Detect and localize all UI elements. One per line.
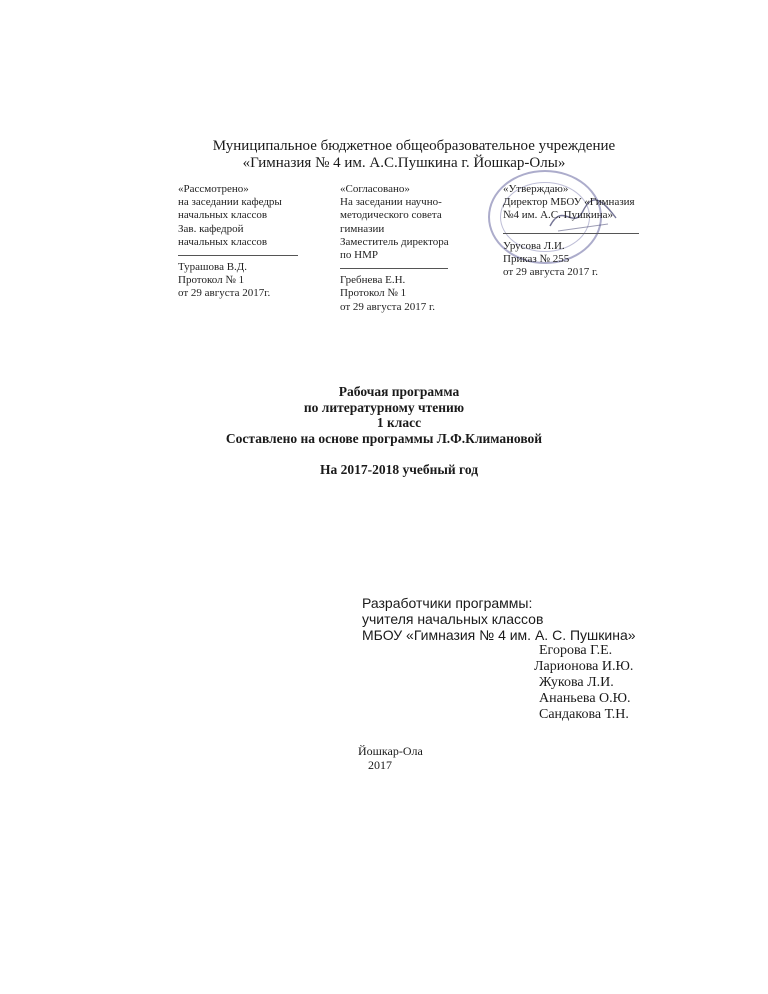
approval-line: «Согласовано»: [340, 183, 410, 195]
protocol-number: Протокол № 1: [178, 274, 245, 287]
developer-name: Егорова Г.Е.: [539, 643, 613, 658]
signatory-name: Урусова Л.И.: [503, 239, 565, 252]
approval-line: «Утверждаю»: [503, 183, 569, 195]
approval-line: начальных классов: [178, 235, 268, 248]
approval-line: Директор МБОУ «Гимназия: [503, 196, 635, 209]
developers-block: [362, 595, 636, 723]
institution-name-line1: Муниципальное бюджетное общеобразовательное учреждение: [212, 138, 616, 154]
signatory-name: Турашова В.Д.: [178, 261, 248, 274]
approval-date: от 29 августа 2017 г.: [503, 266, 598, 279]
basis-line: Составлено на основе программы Л.Ф.Климановой: [225, 430, 543, 446]
developer-name: Ларионова И.Ю.: [534, 659, 634, 674]
city: Йошкар-Ола: [358, 744, 423, 758]
city-year: [358, 744, 423, 772]
approval-block-agreed: [340, 183, 449, 314]
institution-header: [0, 138, 768, 172]
approval-date: от 29 августа 2017 г.: [340, 300, 435, 313]
approval-date: от 29 августа 2017г.: [178, 287, 271, 300]
institution-name-line2: «Гимназия № 4 им. А.С.Пушкина г. Йошкар-Олы»: [242, 155, 566, 171]
approval-line: начальных классов: [178, 209, 268, 222]
academic-year: На 2017-2018 учебный год: [319, 462, 479, 477]
approval-block-approved: [503, 183, 639, 279]
approval-line: №4 им. А.С. Пушкина»: [503, 209, 614, 222]
approval-line: Зав. кафедрой: [178, 222, 244, 235]
approval-line: На заседании научно-: [340, 196, 442, 209]
approval-line: на заседании кафедры: [178, 196, 282, 209]
grade-line: 1 класс: [376, 415, 422, 430]
developer-name: Сандакова Т.Н.: [539, 707, 629, 722]
developer-name: Жукова Л.И.: [539, 675, 614, 690]
developers-school: МБОУ «Гимназия № 4 им. А. С. Пушкина»: [362, 627, 636, 643]
year: 2017: [368, 758, 392, 772]
document-title: [0, 384, 768, 446]
signature-line: [340, 268, 448, 269]
subject-line: по литературному чтению: [303, 399, 465, 415]
signature-line: [178, 255, 298, 256]
title-line: Рабочая программа: [338, 384, 460, 399]
developer-name: Ананьева О.Ю.: [539, 691, 631, 706]
approval-line: методического совета: [340, 209, 442, 222]
approval-line: Заместитель директора: [340, 235, 449, 248]
approval-line: гимназии: [340, 222, 385, 235]
approval-line: по НМР: [340, 249, 378, 262]
approval-block-reviewed: [178, 183, 298, 301]
developers-heading: Разработчики программы:: [362, 595, 533, 611]
order-number: Приказ № 255: [503, 252, 570, 265]
developers-names: [534, 643, 636, 723]
signatory-name: Гребнева Е.Н.: [340, 274, 406, 287]
developers-role: учителя начальных классов: [362, 611, 544, 627]
protocol-number: Протокол № 1: [340, 287, 407, 300]
signature-line: [503, 233, 639, 234]
approval-line: «Рассмотрено»: [178, 183, 249, 195]
